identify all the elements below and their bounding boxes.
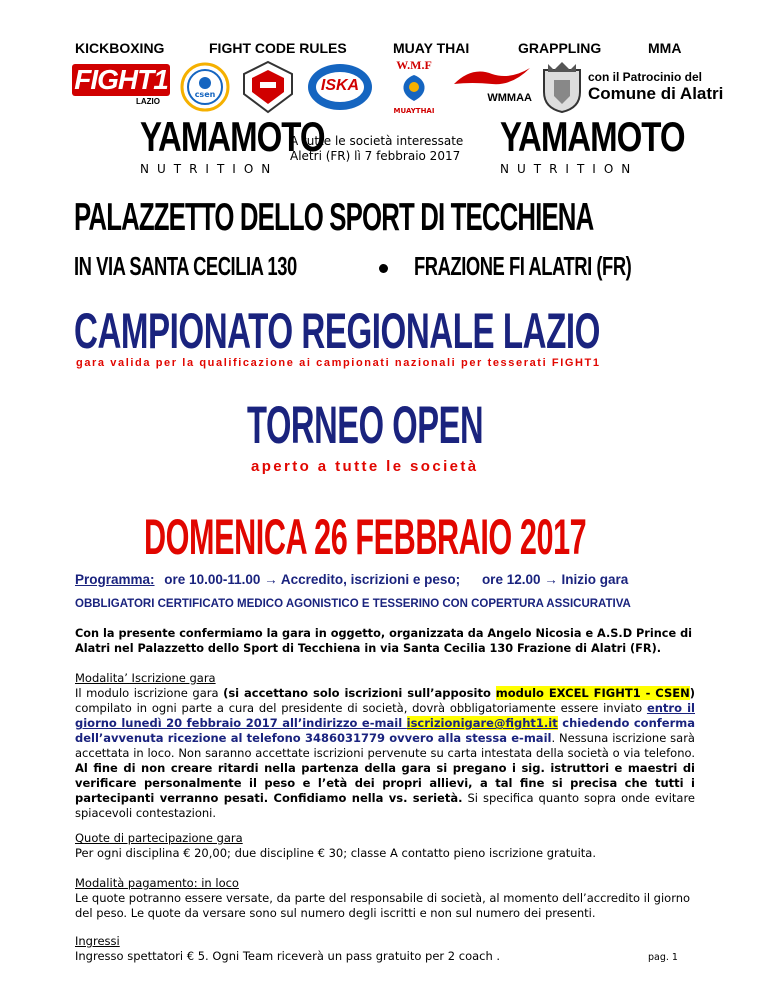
programma-label: Programma: xyxy=(75,572,155,587)
sponsor-logo-right: YAMAMOTO NUTRITION xyxy=(500,113,685,176)
discipline-fight-code-rules: FIGHT CODE RULES xyxy=(209,40,347,56)
iscrizione-section xyxy=(75,671,695,821)
coat-of-arms-icon xyxy=(540,60,584,114)
requirements-notice: OBBLIGATORI CERTIFICATO MEDICO AGONISTICO E TESSERINO CON COPERTURA ASSICURATIVA xyxy=(75,598,631,610)
csen-logo: csen xyxy=(180,62,230,112)
discipline-muay-thai: MUAY THAI xyxy=(393,40,470,56)
iska-logo: ISKA xyxy=(306,62,374,112)
iscrizione-body: Il modulo iscrizione gara (si accettano solo iscrizioni sull’apposito modulo EXCEL FIGHT1 - CSEN) compilato in ogni parte a cura del presidente di società, dovrà obbligatoriamente essere inviato entro il giorno lunedì 20 febbraio 2017 all’indirizzo e-mail iscrizionigare@fight1.it chiedendo conferma dell’avvenuta ricezione al telefono 3486031779 ovvero alla stessa e-mail. Nessuna iscrizione sarà accettata in loco. Non saranno accettate iscrizioni pervenute su carta intestata della società o via telefono. Al fine di non creare ritardi nella partenza della gara si pregano i sig. istruttori e maestri di verificare personalmente il peso e l’età dei propri allievi, a tal fine si precisa che tutti i partecipanti verranno pesati. Confidiamo nella vs. serietà. Si specifica quanto sopra onde evitare spiacevoli contestazioni. xyxy=(75,686,695,820)
programma-item-2: ore 12.00 → Inizio gara xyxy=(481,572,629,587)
intro-paragraph: Con la presente confermiamo la gara in oggetto, organizzata da Angelo Nicosia e A.S.D Prince di Alatri nel Palazzetto dello Sport di Tecchiena in via Santa Cecilia 130 Frazione di Alatri (FR). xyxy=(75,627,693,655)
championship-subtitle: gara valida per la qualificazione ai campionati nazionali per tesserati FIGHT1 xyxy=(76,357,601,369)
quote-heading: Quote di partecipazione gara xyxy=(75,831,243,845)
venue-title: PALAZZETTO DELLO SPORT DI TECCHIENA xyxy=(74,196,594,239)
discipline-mma: MMA xyxy=(648,40,682,56)
discipline-grappling: GRAPPLING xyxy=(518,40,602,56)
email-link[interactable]: iscrizionigare@fight1.it xyxy=(406,716,558,730)
ingressi-text: Ingresso spettatori € 5. Ogni Team riceverà un pass gratuito per 2 coach . xyxy=(75,949,501,963)
wmf-logo: W.M.F MUAYTHAI xyxy=(393,58,435,115)
wmmaa-logo: WMMAA xyxy=(452,64,532,110)
open-title: TORNEO OPEN xyxy=(247,397,484,456)
venue-address-right: FRAZIONE FI ALATRI (FR) xyxy=(414,253,632,282)
pagamento-section xyxy=(75,876,695,921)
sponsor-logo-left: YAMAMOTO NUTRITION xyxy=(140,113,325,176)
discipline-kickboxing: KICKBOXING xyxy=(75,40,165,56)
quote-text: Per ogni disciplina € 20,00; due discipline € 30; classe A contatto pieno iscrizione gratuita. xyxy=(75,846,596,860)
open-subtitle: aperto a tutte le società xyxy=(251,458,479,475)
iscrizione-heading: Modalita’ Iscrizione gara xyxy=(75,671,216,685)
ingressi-heading: Ingressi xyxy=(75,934,120,948)
pagamento-heading: Modalità pagamento: in loco xyxy=(75,876,239,890)
bullet-icon xyxy=(379,264,388,273)
ingressi-section xyxy=(75,934,695,964)
letter-recipient: A tutte le società interessate Aletri (FR) lì 7 febbraio 2017 xyxy=(290,134,464,163)
programma xyxy=(75,572,628,587)
quote-section xyxy=(75,831,695,861)
programma-item-1: ore 10.00-11.00 → Accredito, iscrizioni e peso; xyxy=(164,572,461,587)
venue-address-left: IN VIA SANTA CECILIA 130 xyxy=(74,253,297,282)
patrocinio-label: con il Patrocinio del xyxy=(588,70,703,84)
event-date: DOMENICA 26 FEBBRAIO 2017 xyxy=(144,508,587,566)
page-number: pag. 1 xyxy=(648,952,678,963)
pagamento-text: Le quote potranno essere versate, da parte del responsabile di società, al momento dell’accredito il giorno del peso. Le quote da versare sono sul numero degli iscritti e non sul numero dei presenti. xyxy=(75,891,691,920)
championship-title: CAMPIONATO REGIONALE LAZIO xyxy=(74,302,600,360)
fight1-logo: FIGHT1 LAZIO xyxy=(72,64,170,108)
bjj-logo xyxy=(240,60,296,114)
comune-label: Comune di Alatri xyxy=(588,84,724,103)
